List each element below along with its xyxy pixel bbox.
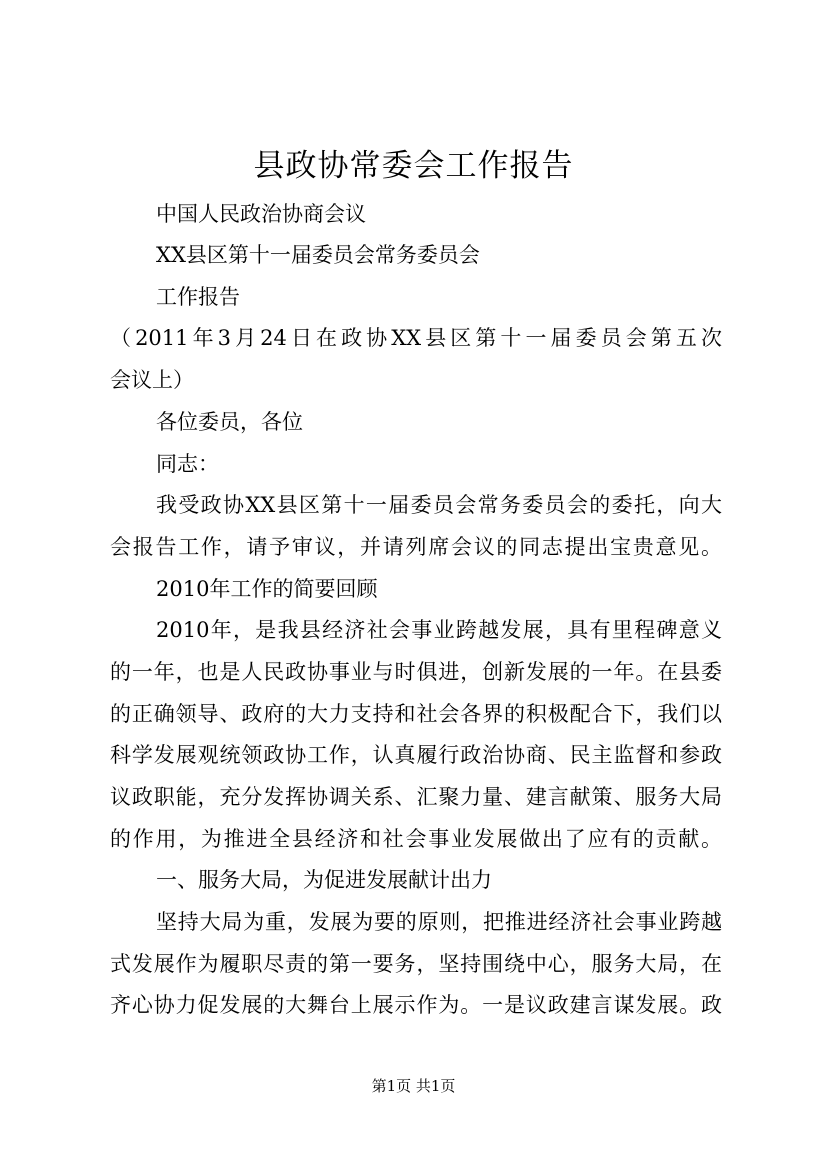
page-footer: 第1页 共1页 (371, 1077, 456, 1095)
text-line: 同志： (156, 452, 219, 476)
text-line: 式发展作为履职尽责的第一要务，坚持围绕中心，服务大局，在 (110, 952, 722, 976)
text-line: 会报告工作，请予审议，并请列席会议的同志提出宝贵意见。 (110, 535, 722, 559)
text-line: 中国人民政治协商会议 (156, 202, 366, 226)
text-line: 会议上） (110, 368, 194, 392)
text-line: 2010年工作的简要回顾 (156, 577, 378, 601)
text-line: 工作报告 (156, 285, 240, 309)
text-line: 2010年，是我县经济社会事业跨越发展，具有里程碑意义 (156, 618, 722, 642)
text-line: （2011年3月24日在政协XX县区第十一届委员会第五次 (110, 326, 722, 350)
text-line: 的正确领导、政府的大力支持和社会各界的积极配合下，我们以 (110, 702, 722, 726)
document-title: 县政协常委会工作报告 (253, 148, 574, 184)
text-line: 的一年，也是人民政协事业与时俱进，创新发展的一年。在县委 (110, 660, 722, 684)
text-line: 科学发展观统领政协工作，认真履行政治协商、民主监督和参政 (110, 743, 722, 767)
text-line: 齐心协力促发展的大舞台上展示作为。一是议政建言谋发展。政 (110, 993, 722, 1017)
text-line: 各位委员，各位 (156, 410, 303, 434)
text-line: 议政职能，充分发挥协调关系、汇聚力量、建言献策、服务大局 (110, 785, 722, 809)
section-heading: 一、服务大局，为促进发展献计出力 (156, 868, 492, 892)
text-line: 的作用，为推进全县经济和社会事业发展做出了应有的贡献。 (110, 827, 722, 851)
text-line: 我受政协XX县区第十一届委员会常务委员会的委托，向大 (156, 493, 722, 517)
text-line: 坚持大局为重，发展为要的原则，把推进经济社会事业跨越 (156, 910, 722, 934)
text-line: XX县区第十一届委员会常务委员会 (156, 243, 480, 267)
